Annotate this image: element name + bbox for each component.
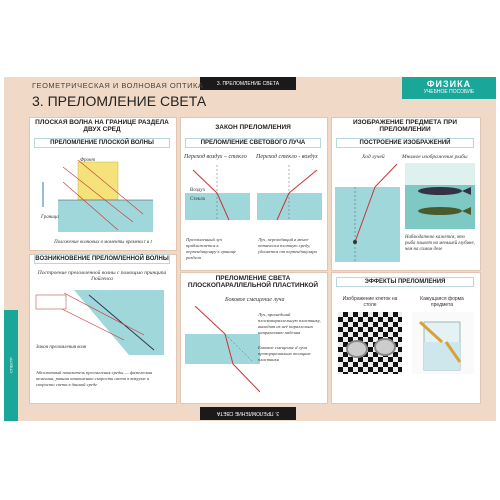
- desc3: Луч, прошедший плоскопараллельную пластинку, выходит из неё параллельно направлению падения: [258, 312, 321, 335]
- subject-heading: ГЕОМЕТРИЧЕСКАЯ И ВОЛНОВАЯ ОПТИКА: [32, 81, 204, 90]
- brand-subtitle: УЧЕБНОЕ ПОСОБИЕ: [423, 89, 475, 95]
- brand-title: ФИЗИКА: [426, 79, 472, 89]
- effects-heading: ЭФФЕКТЫ ПРЕЛОМЛЕНИЯ: [336, 277, 474, 287]
- fish-image-label: Мнимое изображение рыбы: [402, 154, 468, 160]
- checkerboard-photo: [338, 312, 402, 374]
- refractive-index-note: Абсолютный показатель преломления среды — физическая величина, равная отношению скорости света в вакууме и скорости света в данной среде: [36, 370, 153, 387]
- plane-wave-heading: ПЛОСКАЯ ВОЛНА НА ГРАНИЦЕ РАЗДЕЛА ДВУХ СРЕД: [35, 119, 169, 133]
- case1-label: Переход воздух – стекло: [184, 154, 247, 160]
- desc1: Преломленный луч приближается к перпендикуляру к границе раздела: [186, 237, 237, 260]
- lens-right: [374, 338, 396, 356]
- lens-left: [346, 340, 368, 358]
- top-bar: 3. ПРЕЛОМЛЕНИЕ СВЕТА: [200, 77, 296, 90]
- case2-label: Переход стекло - воздух: [256, 154, 318, 160]
- desc4: Боковое смещение d луча пропорционально толщине пластинки: [258, 345, 311, 362]
- desc2: Луч, переходящий в менее оптически плотную среду, удаляется от перпендикуляра: [258, 237, 317, 254]
- law-caption: Закон преломления волн: [36, 345, 87, 350]
- image-heading: ИЗОБРАЖЕНИЕ ПРЕДМЕТА ПРИ ПРЕЛОМЛЕНИИ: [352, 119, 458, 133]
- plate-svg: [185, 306, 260, 396]
- plate-heading: ПРЕЛОМЛЕНИЕ СВЕТА ПЛОСКОПАРАЛЛЕЛЬНОЙ ПЛАСТИНКОЙ: [187, 275, 319, 289]
- plane-wave-diagram: [38, 152, 168, 238]
- page-title: 3. ПРЕЛОМЛЕНИЕ СВЕТА: [32, 93, 207, 109]
- photo2-caption: Кажущаяся форма предмета: [420, 296, 464, 308]
- law-sub: ПРЕЛОМЛЕНИЕ СВЕТОВОГО ЛУЧА: [185, 138, 321, 148]
- huygens-heading: ВОЗНИКНОВЕНИЕ ПРЕЛОМЛЕННОЙ ВОЛНЫ: [35, 256, 169, 262]
- wave-front-label: Фронт: [80, 158, 96, 163]
- glass-label: Стекло: [190, 197, 206, 202]
- plate-diagram: [185, 306, 260, 396]
- plane-wave-sub: ПРЕЛОМЛЕНИЕ ПЛОСКОЙ ВОЛНЫ: [34, 138, 170, 148]
- plane-wave-svg: [38, 152, 168, 238]
- boundary-label: Граница: [41, 215, 59, 220]
- law-heading: ЗАКОН ПРЕЛОМЛЕНИЯ: [215, 124, 291, 131]
- image-sub: ПОСТРОЕНИЕ ИЗОБРАЖЕНИЙ: [336, 138, 474, 148]
- ray-diagram: [335, 162, 400, 262]
- publisher-sidebar: СПЕКТР: [4, 310, 18, 421]
- ray-path-label: Ход лучей: [362, 154, 385, 160]
- offset-label: Боковое смещение луча: [225, 297, 285, 303]
- huygens-text: Построение преломленной волны с помощью принципа Гюйгенса: [37, 270, 167, 282]
- fish-desc: Наблюдателю кажется, что рыба плывет на меньшей глубине, чем на самом деле: [405, 235, 475, 252]
- air-label: Воздух: [190, 188, 206, 193]
- brand-box: [402, 77, 496, 99]
- photo1-caption: Изображение клеток на столе: [342, 296, 398, 308]
- fish-svg: [405, 163, 475, 229]
- plane-wave-caption: Положение волновых в моменты времени t и t: [54, 240, 152, 245]
- glass-pencil-svg: [412, 312, 474, 374]
- glass-pencil-photo: [412, 312, 474, 374]
- glass-air-svg: [257, 165, 322, 220]
- fish-picture: [405, 163, 475, 229]
- bottom-bar: 3. ПРЕЛОМЛЕНИЕ СВЕТА: [200, 407, 296, 420]
- glass-air-diagram: [257, 165, 322, 220]
- ray-svg: [335, 162, 400, 262]
